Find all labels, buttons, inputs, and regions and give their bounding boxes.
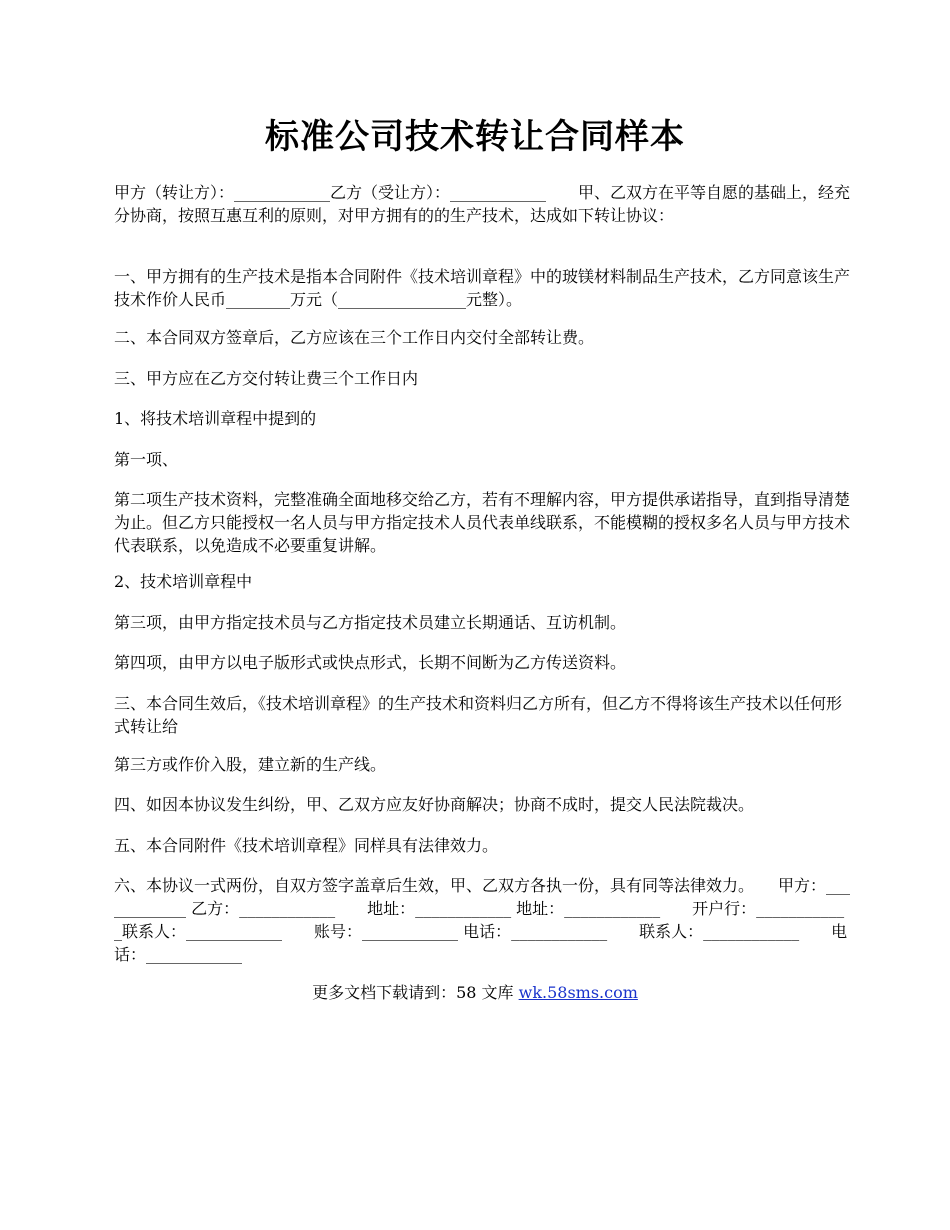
paragraph-clause-5: 五、本合同附件《技术培训章程》同样具有法律效力。 xyxy=(114,836,499,855)
paragraph-clause-4: 四、如因本协议发生纠纷，甲、乙双方应友好协商解决；协商不成时，提交人民法院裁决。 xyxy=(114,795,755,814)
paragraph-item-second: 第二项生产技术资料，完整准确全面地移交给乙方，若有不理解内容，甲方提供承诺指导，直到指导清楚为止。但乙方只能授权一名人员与甲方指定技术人员代表单线联系，不能模糊的授权多名人员与甲方技术代表联系，以免造成不必要重复讲解。 xyxy=(114,490,851,555)
paragraph-clause-2: 二、本合同双方签章后，乙方应该在三个工作日内交付全部转让费。 xyxy=(114,328,595,347)
paragraph-third-party: 第三方或作价入股，建立新的生产线。 xyxy=(114,755,387,774)
footer-text: 更多文档下载请到：58 文库 xyxy=(312,983,519,1002)
footer xyxy=(0,981,950,1004)
paragraph-item-fourth: 第四项，由甲方以电子版形式或快点形式，长期不间断为乙方传送资料。 xyxy=(114,653,627,672)
paragraph-clause-3b: 三、本合同生效后，《技术培训章程》的生产技术和资料归乙方所有，但乙方不得将该生产技术以任何形式转让给 xyxy=(114,694,843,736)
paragraph-clause-6-signatures: 六、本协议一式两份，自双方签字盖章后生效，甲、乙双方各执一份，具有同等法律效力。 甲方：____________ 乙方：____________ 地址：____________ 地址：____________ 开户行：____________联系人：____________ 账号：____________ 电话：____________ 联系人：____________ 电话：____________ xyxy=(114,876,851,964)
paragraph-clause-1: 一、甲方拥有的生产技术是指本合同附件《技术培训章程》中的玻镁材料制品生产技术，乙方同意该生产技术作价人民币________万元（________________元整）。 xyxy=(114,267,851,309)
paragraph-item-2: 2、技术培训章程中 xyxy=(114,572,253,591)
paragraph-item-first: 第一项、 xyxy=(114,450,179,469)
paragraph-item-1: 1、将技术培训章程中提到的 xyxy=(114,409,317,428)
paragraph-parties-intro: 甲方（转让方）：____________乙方（受让方）：____________ 甲、乙双方在平等自愿的基础上，经充分协商，按照互惠互利的原则，对甲方拥有的的生产技术，达成如下转让协议： xyxy=(114,183,851,225)
paragraph-clause-3: 三、甲方应在乙方交付转让费三个工作日内 xyxy=(114,369,419,388)
document-title: 标准公司技术转让合同样本 xyxy=(265,117,685,157)
footer-link[interactable]: wk.58sms.com xyxy=(518,983,638,1002)
paragraph-item-third: 第三项，由甲方指定技术员与乙方指定技术员建立长期通话、互访机制。 xyxy=(114,613,627,632)
